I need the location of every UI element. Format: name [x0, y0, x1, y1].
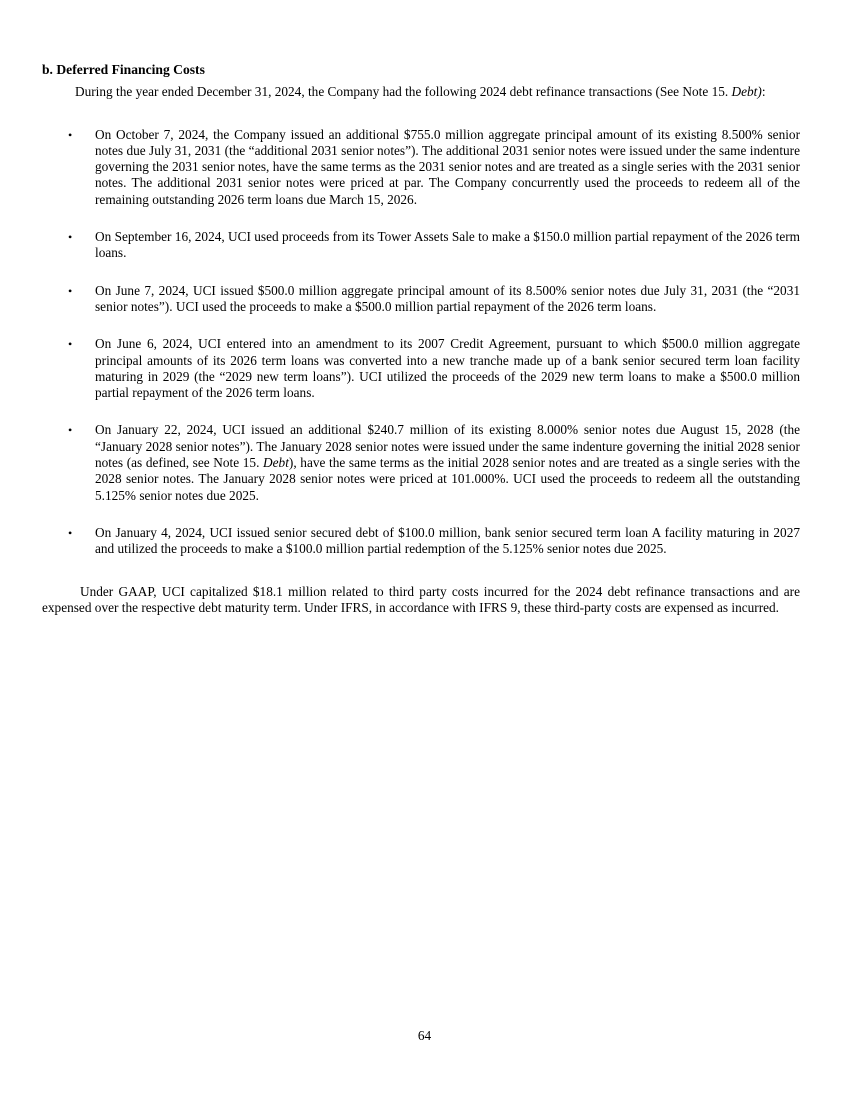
bullet-text	[95, 422, 800, 503]
closing-paragraph: Under GAAP, UCI capitalized $18.1 million related to third party costs incurred for the 2024 debt refinance transactions and are expensed over the respective debt maturity term. Under IFRS, in accordance with IFRS 9, these third-party costs are expensed as incurred.	[42, 583, 800, 615]
bullet-item	[68, 422, 800, 503]
bullet-text: On January 4, 2024, UCI issued senior secured debt of $100.0 million, bank senior secured term loan A facility maturing in 2027 and utilized the proceeds to make a $100.0 million partial redemption of the 5.125% senior notes due 2025.	[95, 524, 800, 557]
bullet-text: On June 7, 2024, UCI issued $500.0 million aggregate principal amount of its 8.500% senior notes due July 31, 2031 (the “2031 senior notes”). UCI used the proceeds to make a $500.0 million partial repayment of the 2026 term loans.	[95, 282, 800, 314]
intro-text: During the year ended December 31, 2024, the Company had the following 2024 debt refinance transactions (See Note 15.	[75, 84, 732, 100]
bullet-text: On June 6, 2024, UCI entered into an amendment to its 2007 Credit Agreement, pursuant to which $500.0 million aggregate principal amounts of its 2026 term loans was converted into a new tranche made up of a bank senior secured term loan facility maturing in 2029 (the “2029 new term loans”). UCI utilized the proceeds of the 2029 new term loans to make a $500.0 million partial repayment of the 2026 term loans.	[95, 336, 800, 401]
bullet-item	[68, 336, 800, 401]
bullet-italic-text: Debt	[263, 455, 289, 471]
bullet-marker: •	[68, 525, 73, 540]
bullet-text: On October 7, 2024, the Company issued an additional $755.0 million aggregate principal amount of its existing 8.500% senior notes due July 31, 2031 (the “additional 2031 senior notes”). The additional 2031 senior notes were issued under the same indenture governing the 2031 senior notes, have the same terms as the 2031 senior notes and are treated as a single series with the 2031 senior notes. The additional 2031 senior notes were priced at par. The Company concurrently used the proceeds to redeem all of the remaining outstanding 2026 term loans due March 15, 2026.	[95, 126, 800, 207]
bullet-item	[68, 127, 800, 208]
bullet-marker: •	[68, 423, 73, 438]
bullet-marker: •	[68, 127, 73, 142]
bullet-item	[68, 283, 800, 316]
intro-text-end: :	[761, 84, 766, 100]
page-number: 64	[417, 1028, 432, 1043]
intro-paragraph	[42, 84, 800, 100]
bullet-marker: •	[68, 283, 73, 298]
bullet-list	[68, 127, 800, 558]
section-heading: b. Deferred Financing Costs	[42, 62, 205, 77]
bullet-text-segment: On January 22, 2024, UCI issued an additional $240.7 million of its existing 8.000% senior notes due August 15, 2028 (the “January 2028 senior notes”). The January 2028 senior notes were issued under the same indenture governing the initial 2028 senior notes (as defined, see Note 15.	[95, 422, 800, 471]
bullet-marker: •	[68, 337, 73, 352]
bullet-item	[68, 229, 800, 262]
bullet-text: On September 16, 2024, UCI used proceeds from its Tower Assets Sale to make a $150.0 million partial repayment of the 2026 term loans.	[95, 229, 800, 261]
bullet-item	[68, 525, 800, 558]
bullet-marker: •	[68, 230, 73, 245]
bullet-text-segment: ), have the same terms as the initial 2028 senior notes and are treated as a single series with the 2028 senior notes. The January 2028 senior notes were priced at 101.000%. UCI used the proceeds to redeem all the outstanding 5.125% senior notes due 2025.	[95, 455, 800, 503]
intro-italic-text: Debt)	[731, 84, 762, 100]
